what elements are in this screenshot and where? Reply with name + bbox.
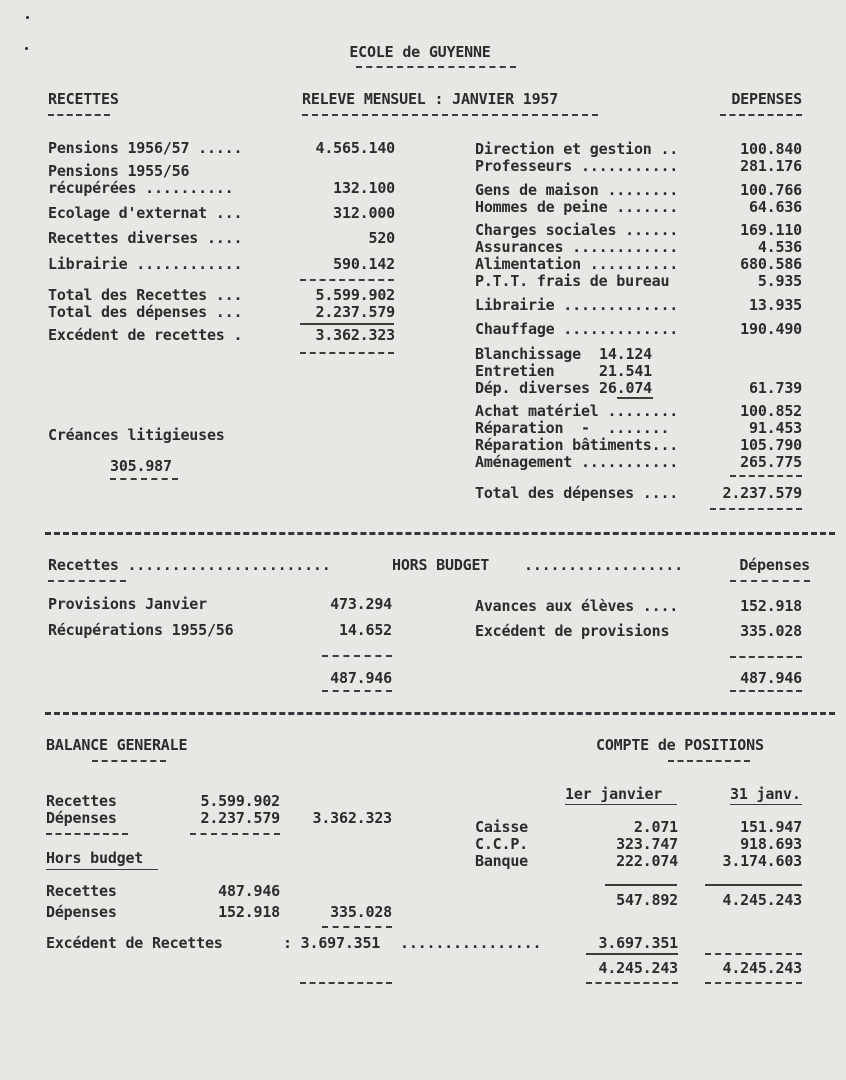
- section-separator: [45, 532, 835, 535]
- divers-rule: [617, 397, 653, 399]
- divers-label: Entretien: [475, 362, 555, 380]
- section-separator: [45, 712, 835, 715]
- balance-hb-depenses-value: 152.918: [218, 903, 280, 921]
- recette-value: 520: [368, 229, 395, 247]
- position-value-2: 151.947: [740, 818, 802, 836]
- depense-label: Chauffage .............: [475, 320, 679, 338]
- position-label: C.C.P.: [475, 835, 528, 853]
- positions-col2-rule: [705, 953, 802, 955]
- depense-value: 169.110: [740, 221, 802, 239]
- position-label: Caisse: [475, 818, 528, 836]
- positions-rule-2: [705, 884, 802, 886]
- positions-subtotal-2: 4.245.243: [722, 891, 802, 909]
- divers-label: Blanchissage: [475, 345, 581, 363]
- divers-value: 21.541: [599, 362, 652, 380]
- position-value-2: 918.693: [740, 835, 802, 853]
- balance-title-underline: [92, 760, 166, 762]
- recettes-rule: [300, 279, 394, 281]
- hb-recettes-heading: Recettes .......................: [48, 556, 331, 574]
- depense-label: Aménagement ...........: [475, 453, 679, 471]
- hors-budget-label: Hors budget: [46, 849, 144, 867]
- positions-total-underline-1: [586, 982, 678, 984]
- depense-value: 100.852: [740, 402, 802, 420]
- paper-mark: [26, 16, 29, 19]
- divers-label: Dép. diverses: [475, 379, 590, 397]
- depense-value: 5.935: [757, 272, 802, 290]
- positions-total-1: 4.245.243: [598, 959, 678, 977]
- excedent-total-underline: [300, 982, 392, 984]
- document-title: ECOLE de GUYENNE: [349, 43, 491, 61]
- recette-label: récupérées ..........: [48, 179, 234, 197]
- totals-rule: [300, 323, 394, 325]
- depense-label: Assurances ............: [475, 238, 679, 256]
- divers-value: 14.124: [599, 345, 652, 363]
- hb-recette-label: Provisions Janvier: [48, 595, 207, 613]
- hors-budget-underline: [46, 869, 158, 870]
- excedent-recettes-label: Excédent de recettes .: [48, 326, 243, 344]
- depenses-heading-underline: [720, 114, 802, 116]
- excedent-recettes-value: 3.362.323: [315, 326, 395, 344]
- depense-value: 190.490: [740, 320, 802, 338]
- positions-col2-heading: 31 janv.: [730, 785, 801, 803]
- depense-value: 100.840: [740, 140, 802, 158]
- depense-label: Direction et gestion ..: [475, 140, 679, 158]
- recette-label: Librairie ............: [48, 255, 243, 273]
- hb-depenses-rule: [730, 656, 802, 658]
- position-value-1: 2.071: [633, 818, 678, 836]
- depense-value: 281.176: [740, 157, 802, 175]
- excedent-total-value: : 3.697.351: [283, 934, 381, 952]
- recette-label: Ecolage d'externat ...: [48, 204, 243, 222]
- recette-value: 4.565.140: [315, 139, 395, 157]
- excedent-rule: [300, 352, 394, 354]
- creances-label: Créances litigieuses: [48, 426, 225, 444]
- total-recettes-value: 5.599.902: [315, 286, 395, 304]
- depense-value: 105.790: [740, 436, 802, 454]
- excedent-total-label: Excédent de Recettes: [46, 934, 223, 952]
- positions-total-2: 4.245.243: [722, 959, 802, 977]
- depenses-heading: DEPENSES: [731, 90, 802, 108]
- hb-depense-value: 152.918: [740, 597, 802, 615]
- positions-title-underline: [668, 760, 750, 762]
- recette-label: Pensions 1956/57 .....: [48, 139, 243, 157]
- balance-hb-depenses-label: Dépenses: [46, 903, 117, 921]
- divers-value: 26.074: [599, 379, 652, 397]
- positions-title: COMPTE de POSITIONS: [596, 736, 764, 754]
- recette-value: 132.100: [333, 179, 395, 197]
- positions-excedent: 3.697.351: [598, 934, 678, 952]
- hb-recette-value: 473.294: [330, 595, 392, 613]
- hb-recettes-rule: [322, 655, 392, 657]
- position-value-1: 323.747: [616, 835, 678, 853]
- positions-excedent-underline: [586, 953, 678, 955]
- balance-depenses-value: 2.237.579: [200, 809, 280, 827]
- depense-label: Réparation - .......: [475, 419, 670, 437]
- hb-recettes-total: 487.946: [330, 669, 392, 687]
- balance-recettes-label: Recettes: [46, 792, 117, 810]
- depense-label: Professeurs ...........: [475, 157, 679, 175]
- recette-label: Recettes diverses ....: [48, 229, 243, 247]
- recette-value: 312.000: [333, 204, 395, 222]
- balance-hb-recettes-label: Recettes: [46, 882, 117, 900]
- depense-label: Gens de maison ........: [475, 181, 679, 199]
- releve-heading: RELEVE MENSUEL : JANVIER 1957: [302, 90, 559, 108]
- hb-recette-label: Récupérations 1955/56: [48, 621, 234, 639]
- total-recettes-label: Total des Recettes ...: [48, 286, 243, 304]
- depense-label: Achat matériel ........: [475, 402, 679, 420]
- hb-depense-label: Avances aux élèves ....: [475, 597, 679, 615]
- hb-depense-label: Excédent de provisions: [475, 622, 670, 640]
- depense-value: 100.766: [740, 181, 802, 199]
- positions-col2-underline: [730, 804, 802, 805]
- position-label: Banque: [475, 852, 528, 870]
- hb-recettes-underline: [48, 580, 126, 582]
- creances-underline: [110, 478, 178, 480]
- depense-value: 265.775: [740, 453, 802, 471]
- positions-total-underline-2: [705, 982, 802, 984]
- recettes-heading-underline: [48, 114, 110, 116]
- balance-difference: 3.362.323: [312, 809, 392, 827]
- depense-value: 64.636: [749, 198, 802, 216]
- hb-depenses-total-underline: [730, 690, 802, 692]
- excedent-total-dots: ................: [400, 934, 542, 952]
- depense-label: Alimentation ..........: [475, 255, 679, 273]
- depense-label: Hommes de peine .......: [475, 198, 679, 216]
- position-value-1: 222.074: [616, 852, 678, 870]
- positions-rule-1: [605, 884, 677, 886]
- total-depenses-line-value: 2.237.579: [722, 484, 802, 502]
- hb-recette-value: 14.652: [339, 621, 392, 639]
- positions-col1-heading: 1er janvier: [565, 785, 663, 803]
- depense-label: Librairie .............: [475, 296, 679, 314]
- depense-label: Réparation bâtiments...: [475, 436, 679, 454]
- hb-depenses-total: 487.946: [740, 669, 802, 687]
- balance-hb-rule: [322, 926, 392, 928]
- hb-depense-value: 335.028: [740, 622, 802, 640]
- depenses-rule: [730, 475, 802, 477]
- depense-value: 13.935: [749, 296, 802, 314]
- depense-label: Charges sociales ......: [475, 221, 679, 239]
- total-depenses-label: Total des dépenses ...: [48, 303, 243, 321]
- position-value-2: 3.174.603: [722, 852, 802, 870]
- title-underline: [356, 66, 516, 68]
- recette-value: 590.142: [333, 255, 395, 273]
- paper-mark: [25, 47, 28, 50]
- hb-recettes-total-underline: [322, 690, 392, 692]
- releve-heading-underline: [302, 114, 598, 116]
- positions-subtotal-1: 547.892: [616, 891, 678, 909]
- depense-label: P.T.T. frais de bureau: [475, 272, 670, 290]
- balance-hb-difference: 335.028: [330, 903, 392, 921]
- balance-rule: [190, 833, 280, 835]
- total-depenses-line-label: Total des dépenses ....: [475, 484, 679, 502]
- balance-rule: [46, 833, 128, 835]
- hb-depenses-heading: Dépenses: [739, 556, 810, 574]
- depense-value: 4.536: [757, 238, 802, 256]
- total-depenses-value: 2.237.579: [315, 303, 395, 321]
- depense-value: 91.453: [749, 419, 802, 437]
- hors-budget-title: HORS BUDGET: [392, 556, 490, 574]
- recettes-heading: RECETTES: [48, 90, 119, 108]
- depense-value: 680.586: [740, 255, 802, 273]
- total-depenses-underline: [710, 508, 802, 510]
- creances-value: 305.987: [110, 457, 172, 475]
- recette-label: Pensions 1955/56: [48, 162, 190, 180]
- balance-depenses-label: Dépenses: [46, 809, 117, 827]
- hb-depenses-underline: [730, 580, 810, 582]
- balance-hb-recettes-value: 487.946: [218, 882, 280, 900]
- positions-col1-underline: [565, 804, 677, 805]
- balance-recettes-value: 5.599.902: [200, 792, 280, 810]
- divers-total: 61.739: [749, 379, 802, 397]
- balance-title: BALANCE GENERALE: [46, 736, 188, 754]
- hors-budget-dots: ..................: [524, 556, 683, 574]
